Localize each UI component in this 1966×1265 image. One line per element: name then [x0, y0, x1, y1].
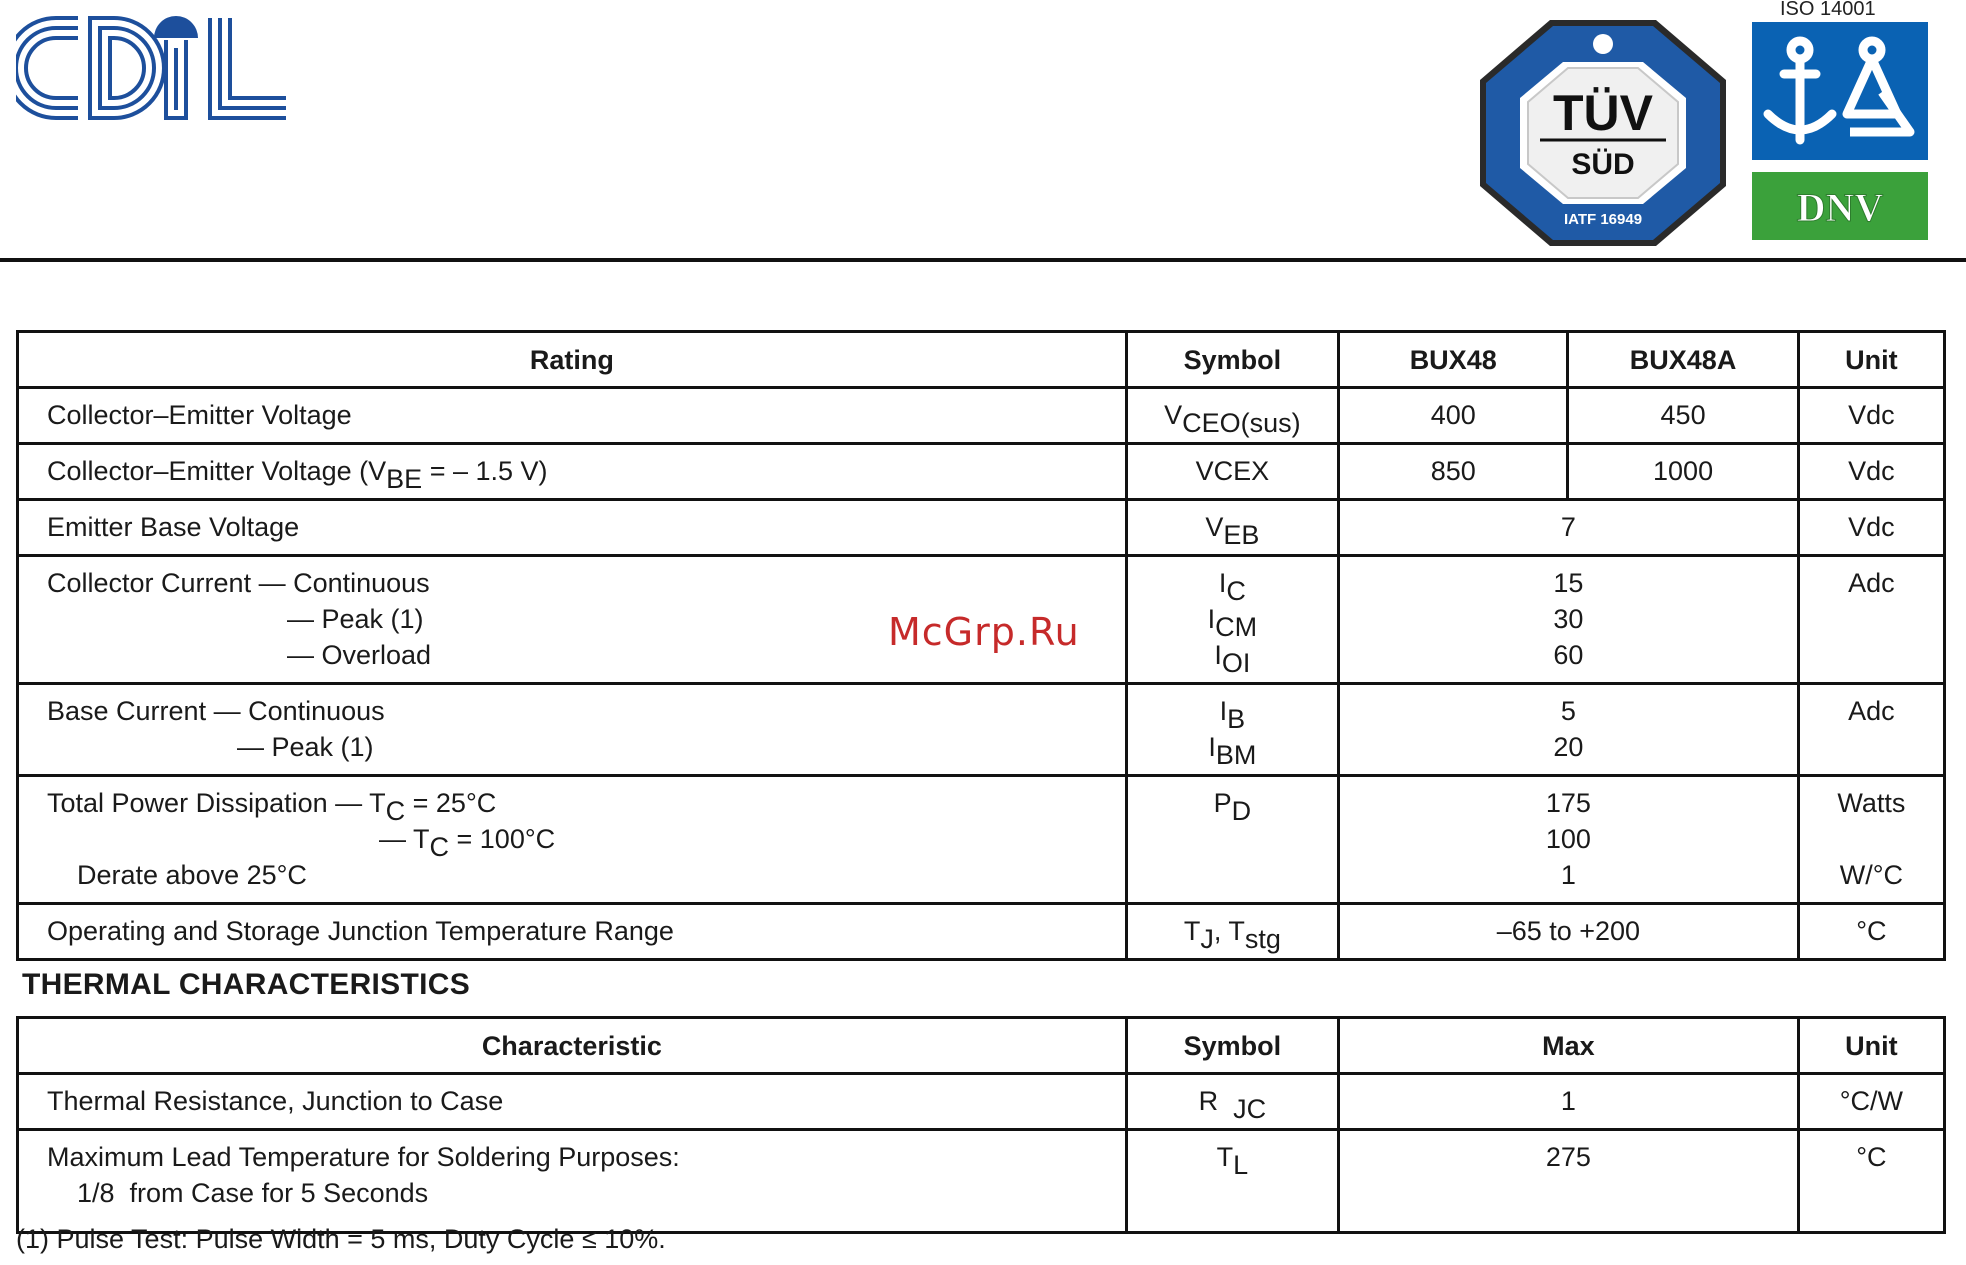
table-header-row: [18, 1018, 1945, 1074]
value-cell: 7: [1339, 500, 1799, 556]
table-row: [18, 684, 1945, 776]
unit-cell: Watts W/°C: [1798, 776, 1944, 904]
symbol-cell: $I_B$ $I_{BM}$: [1126, 684, 1338, 776]
col-header-bux48a: BUX48A: [1568, 332, 1798, 388]
dnv-badge: [1752, 22, 1928, 240]
col-header-symbol: Symbol: [1126, 1018, 1338, 1074]
table-row: [18, 388, 1945, 444]
symbol-cell: $P_D$: [1126, 776, 1338, 904]
symbol-cell: VCEX: [1126, 444, 1338, 500]
col-header-unit: Unit: [1798, 1018, 1944, 1074]
rating-cell: Emitter Base Voltage: [18, 500, 1127, 556]
table-row: [18, 444, 1945, 500]
unit-cell: Adc: [1798, 684, 1944, 776]
dnv-wordmark: DNV: [1796, 185, 1884, 230]
brand-name: CDIL: [16, 10, 19, 11]
value-cell: 450: [1568, 388, 1798, 444]
symbol-cell: $V_{EB}$: [1126, 500, 1338, 556]
iatf-cert-label: IATF 16949: [1563, 211, 1643, 228]
iso-14001-label: ISO 14001: [1780, 0, 1876, 20]
symbol-cell: $T_J$, $T_{stg}$: [1126, 904, 1338, 960]
value-cell: 1000: [1568, 444, 1798, 500]
cdil-logo: [16, 10, 291, 126]
unit-cell: Vdc: [1798, 500, 1944, 556]
rating-cell: Collector Current — Continuous — Peak (1) — Overload: [18, 556, 1127, 684]
value-cell: 5 20: [1339, 684, 1799, 776]
value-cell: –65 to +200: [1339, 904, 1799, 960]
table-row: [18, 1074, 1945, 1130]
rating-cell: Total Power Dissipation — $T_C = 25^\circ C$ — $T_C = 100^\circ C$ Derate above 25°C: [18, 776, 1127, 904]
col-header-bux48: BUX48: [1339, 332, 1568, 388]
header-divider: [0, 258, 1966, 262]
table-row: [18, 1130, 1945, 1233]
symbol-cell: R $_{JC}$: [1126, 1074, 1338, 1130]
unit-cell: °C/W: [1798, 1074, 1944, 1130]
rating-cell: Collector–Emitter Voltage: [18, 388, 1127, 444]
tuv-emblem-icon: [1593, 34, 1613, 54]
symbol-cell: $I_C$ $I_{CM}$ $I_{OI}$: [1126, 556, 1338, 684]
table-row: [18, 904, 1945, 960]
col-header-characteristic: Characteristic: [18, 1018, 1127, 1074]
thermal-table: [16, 1016, 1946, 1234]
watermark: McGrp.Ru: [888, 610, 1080, 654]
table-row: [18, 556, 1945, 684]
col-header-symbol: Symbol: [1126, 332, 1338, 388]
footnote: (1) Pulse Test: Pulse Width = 5 ms, Duty Cycle ≤ 10%.: [16, 1224, 666, 1254]
characteristic-cell: Maximum Lead Temperature for Soldering Purposes: 1/8 from Case for 5 Seconds: [18, 1130, 1127, 1233]
value-cell: 275: [1339, 1130, 1799, 1233]
table-header-row: [18, 332, 1945, 388]
value-cell: 1: [1339, 1074, 1799, 1130]
ratings-table: [16, 330, 1946, 961]
unit-cell: °C: [1798, 1130, 1944, 1233]
thermal-section-title: THERMAL CHARACTERISTICS: [22, 968, 471, 1001]
tuv-sud-badge: [1478, 18, 1728, 248]
value-cell: 400: [1339, 388, 1568, 444]
col-header-rating: Rating: [18, 332, 1127, 388]
unit-cell: °C: [1798, 904, 1944, 960]
unit-cell: Vdc: [1798, 444, 1944, 500]
table-row: [18, 500, 1945, 556]
col-header-max: Max: [1339, 1018, 1799, 1074]
col-header-unit: Unit: [1798, 332, 1944, 388]
symbol-cell: $T_L$: [1126, 1130, 1338, 1233]
rating-cell: Collector–Emitter Voltage ($V_{BE}$ = – 1.5 V): [18, 444, 1127, 500]
characteristic-cell: Thermal Resistance, Junction to Case: [18, 1074, 1127, 1130]
rating-cell: Base Current — Continuous — Peak (1): [18, 684, 1127, 776]
value-cell: 15 30 60: [1339, 556, 1799, 684]
symbol-cell: $V_{CEO(sus)}$: [1126, 388, 1338, 444]
value-cell: 175 100 1: [1339, 776, 1799, 904]
table-row: [18, 776, 1945, 904]
unit-cell: Adc: [1798, 556, 1944, 684]
value-cell: 850: [1339, 444, 1568, 500]
sud-wordmark: SÜD: [1571, 148, 1635, 181]
rating-cell: Operating and Storage Junction Temperature Range: [18, 904, 1127, 960]
tuv-wordmark: TÜV: [1553, 85, 1653, 141]
unit-cell: Vdc: [1798, 388, 1944, 444]
